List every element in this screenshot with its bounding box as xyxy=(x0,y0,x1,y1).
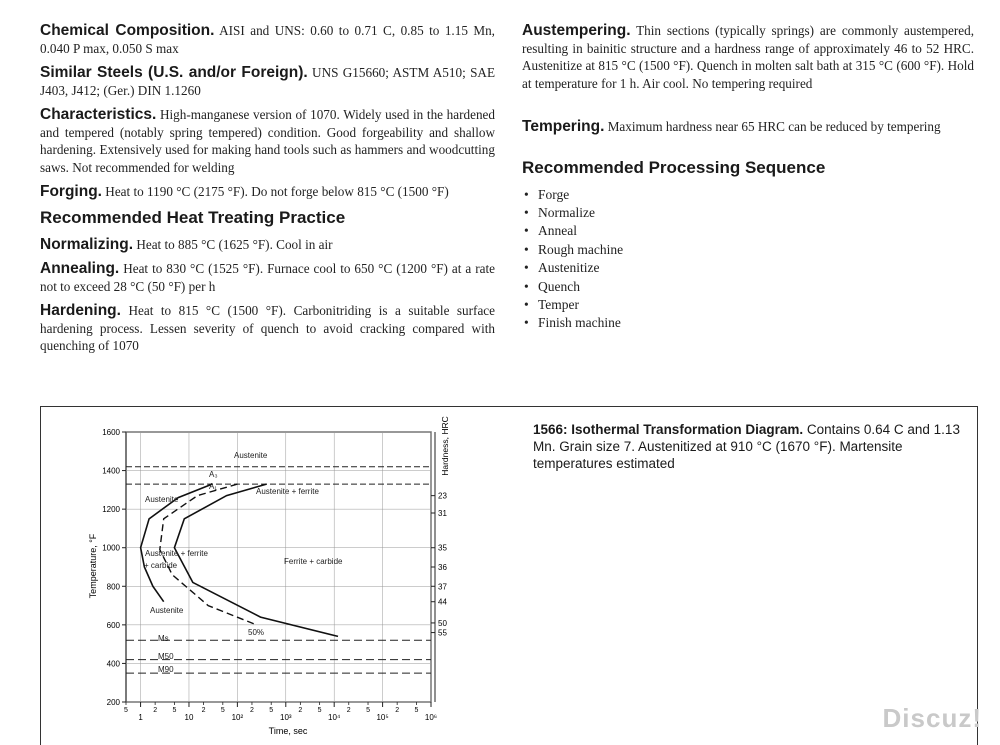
label-austenite-ferrite-top: Austenite + ferrite xyxy=(256,487,319,496)
sequence-item: • Normalize xyxy=(538,204,974,222)
x-tick-label: 10 xyxy=(184,713,194,722)
caption-text: Contains 0.64 C and 1.13 Mn. Grain size 7. Austenitized at 910 °C (1670 °F). Martensite temperatures estimated xyxy=(533,422,960,471)
y-tick-label: 800 xyxy=(106,582,120,592)
it-diagram xyxy=(40,406,520,741)
x-tick-label: 10⁶ xyxy=(424,713,438,722)
figure-caption xyxy=(533,421,973,472)
hrc-value: 35 xyxy=(438,543,447,553)
label-a3: A₃ xyxy=(209,470,218,479)
x-tick-minor-label: 2 xyxy=(298,707,303,714)
x-ticks xyxy=(124,702,437,722)
annealing-head: Annealing. xyxy=(40,260,120,277)
x-tick-minor-label: 2 xyxy=(346,707,351,714)
watermark-logo: Discuz! xyxy=(882,703,982,733)
x-tick-minor-label: 5 xyxy=(172,707,177,714)
x-tick-minor-label: 5 xyxy=(317,707,322,714)
x-tick-label: 10³ xyxy=(280,713,292,722)
similar-text: UNS G15660; ASTM A510; SAE J403, J412; (Ger.) DIN 1.1260 xyxy=(40,65,495,98)
sequence-item: • Temper xyxy=(538,296,974,314)
label-m90: M90 xyxy=(158,665,174,674)
hardening xyxy=(40,302,495,355)
austempering-head: Austempering. xyxy=(522,22,631,39)
caption-head: 1566: Isothermal Transformation Diagram. xyxy=(533,422,804,437)
similar-head: Similar Steels (U.S. and/or Foreign). xyxy=(40,64,308,81)
annealing-text: Heat to 830 °C (1525 °F). Furnace cool to 650 °C (1200 °F) at a rate not to exceed 28 °C (50 °F) per h xyxy=(40,261,495,294)
y-tick-label: 600 xyxy=(106,620,120,630)
label-50pct: 50% xyxy=(248,628,265,637)
sequence-item: • Rough machine xyxy=(538,241,974,259)
hrc-value: 36 xyxy=(438,563,447,572)
x-tick-label: 10⁴ xyxy=(328,713,341,722)
left-column xyxy=(40,22,495,362)
x-tick-minor-label: 5 xyxy=(269,707,274,714)
chemical-text: AISI and UNS: 0.60 to 0.71 C, 0.85 to 1.15 Mn, 0.040 P max, 0.050 S max xyxy=(40,23,495,56)
x-tick-minor-label: 2 xyxy=(153,707,158,714)
characteristics-text: High-manganese version of 1070. Widely used in the hardened and tempered (notably spring tempered) condition. Good forgeability and shallow hardening. Extensively used for making hand tools such as hammers and woodcutting saws. Not recommended for welding xyxy=(40,107,495,175)
label-austenite-ferrite-carbide: Austenite + ferrite xyxy=(145,549,208,558)
label-austenite-top: Austenite xyxy=(234,451,268,460)
x-tick-label: 1 xyxy=(138,713,143,722)
characteristics-head: Characteristics. xyxy=(40,106,157,123)
y-axis-label: Temperature, °F xyxy=(88,533,98,599)
similar-steels xyxy=(40,64,495,99)
hardening-text: Heat to 815 °C (1500 °F). Carbonitriding is a suitable surface hardening process. Lessen severity of quench to avoid cracking compared with quenching of 1070 xyxy=(40,303,495,353)
label-m50: M50 xyxy=(158,652,174,661)
sequence-item: • Quench xyxy=(538,278,974,296)
tempering xyxy=(522,118,974,136)
label-ferrite-carbide: Ferrite + carbide xyxy=(284,557,343,566)
sequence-item: • Finish machine xyxy=(538,314,974,332)
x-tick-label: 10² xyxy=(231,713,244,722)
austempering xyxy=(522,22,974,92)
x-tick-minor-label: 5 xyxy=(220,707,225,714)
y-tick-label: 1600 xyxy=(102,428,120,437)
hrc-value: 55 xyxy=(438,628,447,638)
hrc-value: 37 xyxy=(438,582,447,592)
y-tick-label: 200 xyxy=(106,698,120,707)
sequence-item: • Anneal xyxy=(538,222,974,240)
normalizing xyxy=(40,236,495,254)
x-tick-minor-label: 5 xyxy=(366,707,370,714)
x-axis-label: Time, sec xyxy=(268,726,308,736)
forging xyxy=(40,183,495,201)
label-carbide: + carbide xyxy=(144,561,178,570)
right-column xyxy=(522,22,974,333)
forging-text: Heat to 1190 °C (2175 °F). Do not forge below 815 °C (1500 °F) xyxy=(102,184,449,199)
label-ms: Ms xyxy=(158,634,169,643)
right-axis-label: Hardness, HRC xyxy=(440,416,450,476)
y-tick-label: 1200 xyxy=(102,505,120,515)
chemical-head: Chemical Composition. xyxy=(40,22,215,39)
label-austenite-low: Austenite xyxy=(150,606,184,615)
austempering-text: Thin sections (typically springs) are commonly austempered, resulting in bainitic structure and a hardness range of approximately 46 to 52 HRC. Austenitize at 815 °C (1500 °F). Quench in molten salt bath at 315 °C (600 °F). Hold at temperature for 1 h. Air cool. No tempering required xyxy=(522,23,974,91)
label-a1: A₁ xyxy=(209,482,218,491)
y-ticks xyxy=(102,428,126,707)
sequence-item: • Forge xyxy=(538,186,974,204)
sequence-title: Recommended Processing Sequence xyxy=(522,157,826,177)
tempering-text: Maximum hardness near 65 HRC can be reduced by tempering xyxy=(604,119,941,134)
practice-title: Recommended Heat Treating Practice xyxy=(40,207,346,227)
sequence-item: • Austenitize xyxy=(538,259,974,277)
x-tick-minor-label: 2 xyxy=(395,707,400,714)
x-tick-minor-label: 5 xyxy=(414,707,419,714)
x-tick-label: 10⁵ xyxy=(376,713,389,722)
characteristics xyxy=(40,106,495,176)
processing-sequence-list xyxy=(522,186,974,333)
normalizing-head: Normalizing. xyxy=(40,235,134,253)
chemical-composition xyxy=(40,22,495,57)
x-tick-minor-label: 2 xyxy=(249,707,254,714)
annealing xyxy=(40,260,495,295)
x-tick-minor-label: 5 xyxy=(124,707,128,714)
hrc-value: 50 xyxy=(438,618,447,628)
hrc-value: 23 xyxy=(438,491,447,501)
y-tick-label: 1400 xyxy=(102,466,120,476)
normalizing-text: Heat to 885 °C (1625 °F). Cool in air xyxy=(133,236,333,252)
x-tick-minor-label: 2 xyxy=(201,707,206,714)
forging-head: Forging. xyxy=(40,183,102,200)
y-tick-label: 400 xyxy=(106,659,120,669)
tempering-head: Tempering. xyxy=(522,118,605,135)
hrc-value: 31 xyxy=(438,509,447,518)
label-austenite-left: Austenite xyxy=(145,495,179,504)
hrc-value: 44 xyxy=(438,597,447,607)
hardening-head: Hardening. xyxy=(40,302,121,319)
y-tick-label: 1000 xyxy=(102,543,120,553)
